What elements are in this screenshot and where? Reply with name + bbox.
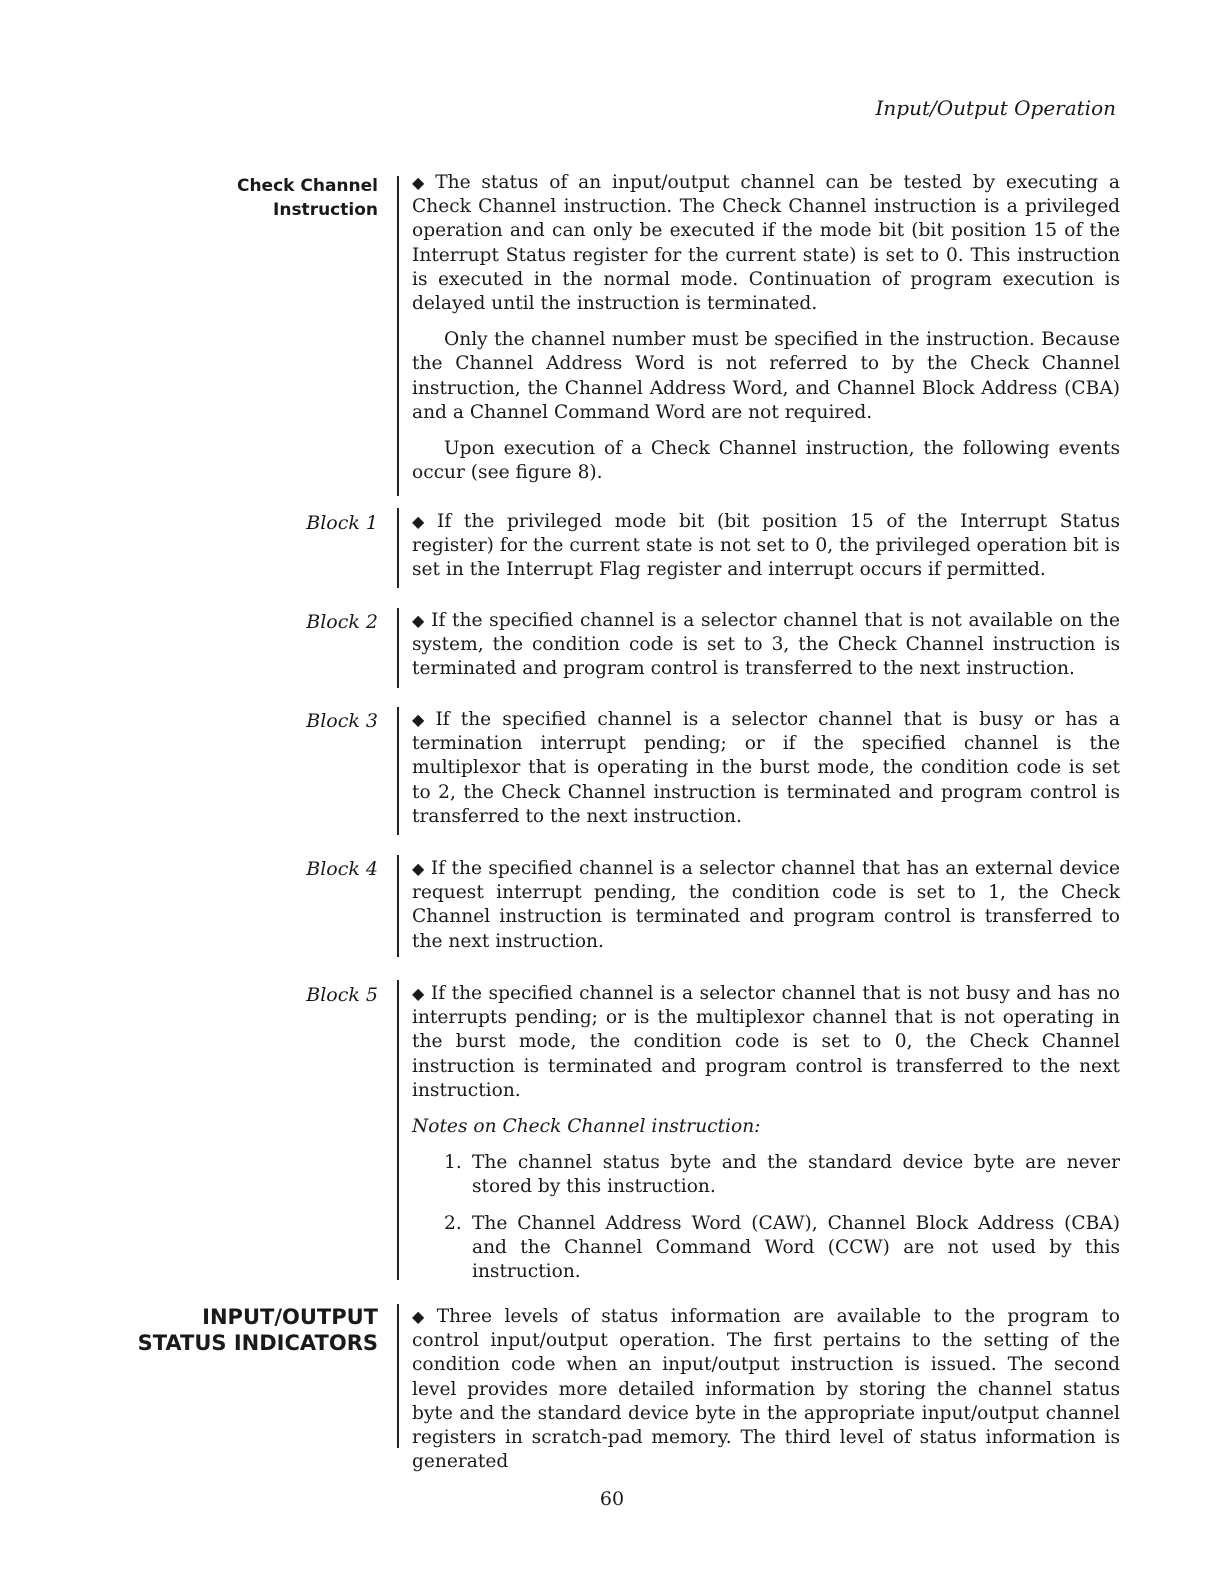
page-number: 60 [599, 1488, 625, 1510]
list-item: 2. The Channel Address Word (CAW), Channel Block Address (CBA) and the Channel Command Word (CCW) are not used by this instruction. [444, 1212, 1120, 1283]
diamond-bullet-icon: ◆ [412, 611, 426, 630]
heading-line: INPUT/OUTPUT [202, 1305, 378, 1329]
block-label: Block 4 [306, 858, 378, 880]
margin-rule [397, 980, 399, 1280]
section-heading-status-indicators [138, 1304, 378, 1356]
paragraph: Upon execution of a Check Channel instruction, the following events occur (see figure 8). [412, 438, 1120, 484]
diamond-bullet-icon: ◆ [412, 984, 425, 1003]
diamond-bullet-icon: ◆ [412, 710, 430, 729]
margin-rule [397, 508, 399, 588]
block-label: Block 3 [306, 710, 378, 732]
margin-rule [397, 707, 399, 835]
block-label: Block 1 [306, 512, 378, 534]
diamond-bullet-icon: ◆ [412, 859, 425, 878]
diamond-bullet-icon: ◆ [412, 173, 430, 192]
paragraph: ◆ The status of an input/output channel can be tested by executing a Check Channel instruction. The Check Channel instruction is a privileged operation and can only be executed if the mode bit (bit position 15 of the Interrupt Status register for the current state) is set to 0. This instruction is executed in the normal mode. Continuation of program execution is delayed until the instruction is terminated. [412, 172, 1120, 315]
check-channel-body [412, 171, 1120, 497]
notes-title: Notes on Check Channel instruction: [412, 1116, 761, 1138]
status-indicators-body: ◆ Three levels of status information are available to the program to control input/output operation. The first pertains to the setting of the condition code when an input/output instruction is issued. The second level provides more detailed information by storing the channel status byte and the standard device byte in the appropriate input/output channel registers in scratch-pad memory. The third level of status information is generated [412, 1306, 1120, 1473]
diamond-bullet-icon: ◆ [412, 512, 432, 531]
margin-rule [397, 1304, 399, 1448]
running-head: Input/Output Operation [875, 96, 1116, 120]
margin-rule [397, 855, 399, 957]
block-label: Block 2 [306, 611, 378, 633]
list-item: 1. The channel status byte and the standard device byte are never stored by this instruction. [444, 1152, 1120, 1198]
heading-line: Instruction [273, 200, 378, 220]
heading-line: Check Channel [236, 176, 378, 196]
margin-rule [397, 176, 399, 496]
notes-list [412, 1151, 1120, 1284]
heading-line: STATUS INDICATORS [137, 1331, 378, 1355]
block-body: ◆ If the privileged mode bit (bit position 15 of the Interrupt Status register) for the current state is not set to 0, the privileged operation bit is set in the Interrupt Flag register and interrupt occurs if permitted. [412, 511, 1120, 581]
section-heading-check-channel [237, 174, 378, 222]
paragraph: Only the channel number must be specified in the instruction. Because the Channel Address Word is not referred to by the Check Channel instruction, the Channel Address Word, and Channel Block Address (CBA) and a Channel Command Word are not required. [412, 329, 1120, 423]
margin-rule [397, 608, 399, 688]
block-body: ◆ If the specified channel is a selector channel that is not available on the system, the condition code is set to 3, the Check Channel instruction is terminated and program control is transferred to the next instruction. [412, 610, 1120, 680]
block-body: ◆ If the specified channel is a selector channel that has an external device request interrupt pending, the condition code is set to 1, the Check Channel instruction is terminated and program control is transferred to the next instruction. [412, 858, 1121, 952]
block-body: ◆ If the specified channel is a selector channel that is not busy and has no interrupts pending; or is the multiplexor channel that is not operating in the burst mode, the condition code is set to 0, the Check Channel instruction is terminated and program control is transferred to the next instruction. Notes on Check Channel instruction: 1. The channel status byte and the standard device byte are never stored by this instruction. 2. The Channel Address Word (CAW), Channel Block Address (CBA) and the Channel Command Word (CCW) are not used by this instruction. [412, 982, 1120, 1296]
block-label: Block 5 [306, 984, 378, 1006]
diamond-bullet-icon: ◆ [412, 1307, 431, 1326]
block-body: ◆ If the specified channel is a selector channel that is busy or has a termination interrupt pending; or if the specified channel is the multiplexor that is operating in the burst mode, the condition code is set to 2, the Check Channel instruction is terminated and program control is transferred to the next instruction. [412, 709, 1120, 827]
